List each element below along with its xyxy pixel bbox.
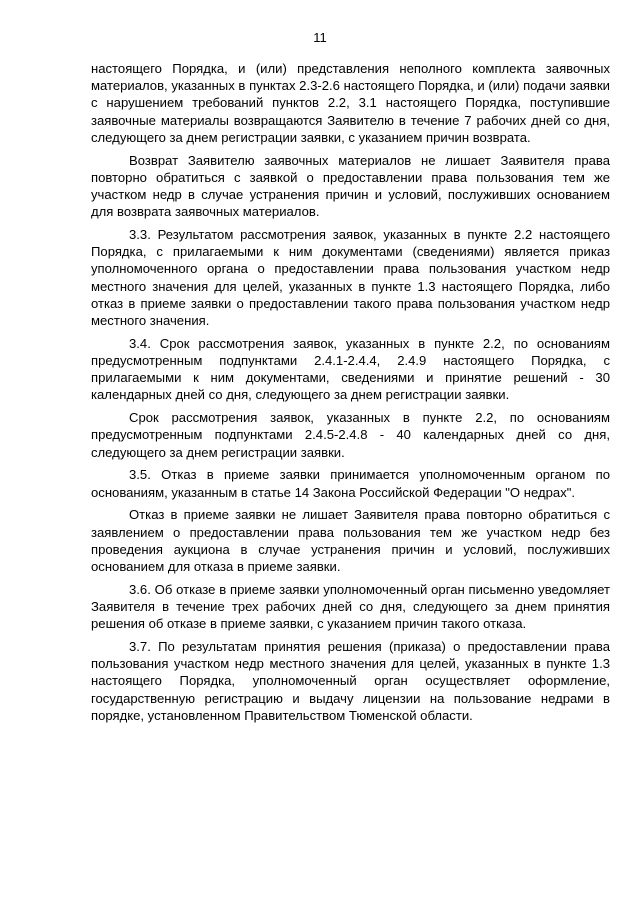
- paragraph-3-4: 3.4. Срок рассмотрения заявок, указанных в пункте 2.2, по основаниям предусмотренным подпунктами 2.4.1-2.4.4, 2.4.9 настоящего Порядка, с прилагаемыми к ним документами, сведениями и принятие решений - 30 календарных дней со дня, следующего за днем регистрации заявки.: [91, 335, 610, 403]
- paragraph-3-7: 3.7. По результатам принятия решения (приказа) о предоставлении права пользования участком недр местного значения для целей, указанных в пункте 1.3 настоящего Порядка, уполномоченный орган осуществляет оформление, государственную регистрацию и выдачу лицензии на пользование недрами в порядке, установленном Правительством Тюменской области.: [91, 639, 610, 723]
- paragraph-return-no-deprivation: Возврат Заявителю заявочных материалов не лишает Заявителя права повторно обратиться с заявкой о предоставлении права пользования тем же участком недр в случае устранения причин и условий, послуживших основанием для возврата заявочных материалов.: [91, 152, 610, 220]
- page-number: 11: [313, 30, 327, 45]
- paragraph-3-6: 3.6. Об отказе в приеме заявки уполномоченный орган письменно уведомляет Заявителя в течение трех рабочих дней со дня, следующего за днем принятия решения об отказе в приеме заявки, с указанием причин такого отказа.: [91, 581, 610, 632]
- paragraph-return-conditions: настоящего Порядка, и (или) представления неполного комплекта заявочных материалов, указанных в пунктах 2.3-2.6 настоящего Порядка, и (или) подачи заявки с нарушением требований пунктов 2.2, 3.1 настоящего Порядка, поступившие заявочные материалы возвращаются Заявителю в течение 7 рабочих дней со дня, следующего за днем регистрации заявки, с указанием причин возврата.: [91, 61, 610, 145]
- paragraph-3-5-refusal: Отказ в приеме заявки не лишает Заявителя права повторно обратиться с заявлением о предоставлении права пользования тем же участком недр без проведения аукциона в случае устранения причин и условий, послуживших основанием для отказа в приеме заявки.: [91, 507, 610, 575]
- paragraph-3-4-term: Срок рассмотрения заявок, указанных в пункте 2.2, по основаниям предусмотренным подпунктами 2.4.5-2.4.8 - 40 календарных дней со дня, следующего за днем регистрации заявки.: [91, 410, 610, 460]
- paragraph-3-5: 3.5. Отказ в приеме заявки принимается уполномоченным органом по основаниям, указанным в статье 14 Закона Российской Федерации "О недрах".: [91, 467, 610, 500]
- paragraph-3-3: 3.3. Результатом рассмотрения заявок, указанных в пункте 2.2 настоящего Порядка, с прилагаемыми к ним документами (сведениями) является приказ уполномоченного органа о предоставлении права пользования участком недр местного значения для целей, указанных в пункте 1.3 настоящего Порядка, либо отказ в приеме заявки о предоставлении такого права пользования участком недр местного значения.: [91, 227, 610, 329]
- document-body: [91, 60, 610, 730]
